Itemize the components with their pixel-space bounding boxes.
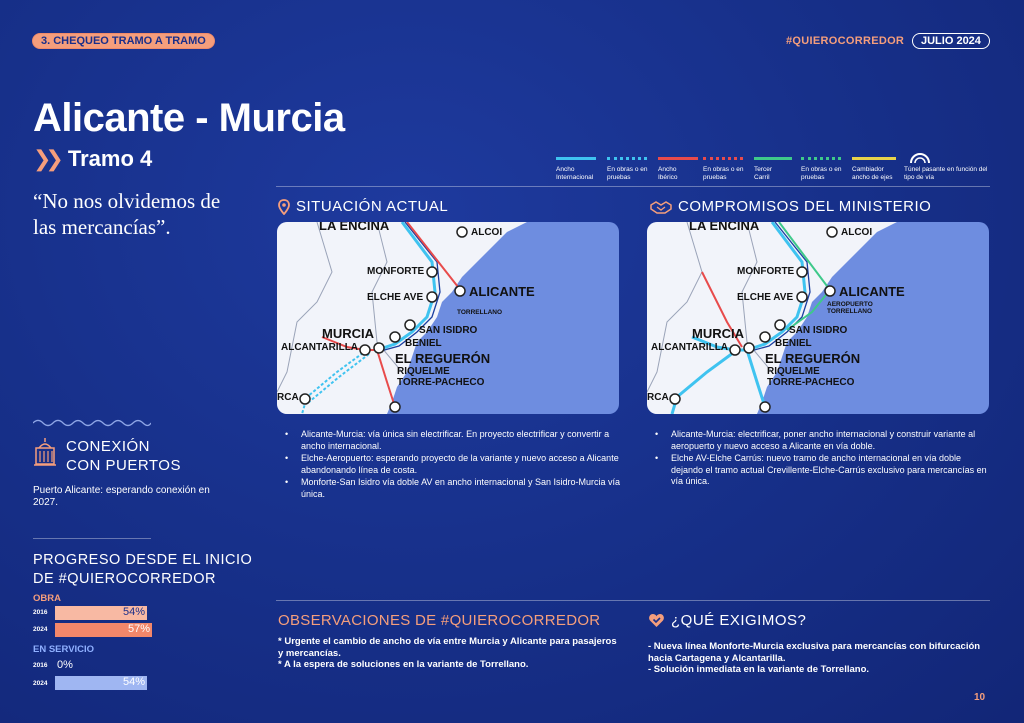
- map-label-aeropuerto-torrellano: AEROPUERTO TORRELLANO: [827, 301, 873, 315]
- map-label-riquelme: RIQUELME: [397, 366, 450, 377]
- hashtag-label: #QUIEROCORREDOR: [786, 35, 905, 47]
- map-label-torre-pacheco: TORRE-PACHECO: [397, 377, 485, 388]
- map-label-la-encina: LA ENCINA: [689, 222, 760, 233]
- map-compromisos: [647, 222, 989, 414]
- legend-divider: [276, 186, 990, 187]
- bar-year: 2024: [33, 626, 48, 633]
- map-label-torrellano: TORRELLANO: [457, 309, 503, 316]
- puertos-heading: [66, 437, 181, 475]
- map-label-riquelme: RIQUELME: [767, 366, 820, 377]
- map-label-elche-ave: ELCHE AVE: [737, 292, 794, 303]
- map-label-murcia: MURCIA: [322, 326, 374, 341]
- observaciones-line: * A la espera de soluciones en la variante de Torrellano.: [278, 659, 529, 670]
- situacion-bullets: [277, 429, 622, 501]
- port-building-icon: [33, 436, 57, 468]
- puertos-text: Puerto Alicante: esperando conexión en 2027.: [33, 485, 210, 508]
- legend-line-cambiador: [852, 157, 896, 160]
- legend-line-ancho-iberico: [658, 157, 698, 160]
- servicio-label: EN SERVICIO: [33, 644, 95, 655]
- map-label-lorca: RCA: [647, 392, 669, 403]
- bullet-item: • Alicante-Murcia: vía única sin electrificar. En proyecto electrificar y convertir a ancho internacional.: [277, 429, 622, 452]
- bar-year: 2016: [33, 609, 48, 616]
- bullet-item: • Alicante-Murcia: electrificar, poner ancho internacional y construir variante al aeropuerto y nuevo acceso a Alicante en vía doble.: [647, 429, 992, 452]
- map-label-lorca: RCA: [277, 392, 299, 403]
- date-pill: JULIO 2024: [912, 33, 990, 49]
- puertos-divider: [33, 538, 151, 539]
- situacion-heading: [278, 198, 448, 215]
- bullet-item: • Elche AV-Elche Carrús: nuevo tramo de ancho internacional en vía doble dejando el tramo actual Crevillente-Elche-Carrús exclusivo para mercancías en vía única.: [647, 453, 992, 488]
- bullet-item: • Elche-Aeropuerto: esperando proyecto de la variante y nuevo acceso a Alicante abandonando línea de costa.: [277, 453, 622, 476]
- legend-label: Ancho Ibérico: [658, 166, 678, 181]
- compromisos-bullets: [647, 429, 992, 489]
- progress-value: 54%: [122, 676, 145, 688]
- observaciones-heading: OBSERVACIONES DE #QUIEROCORREDOR: [278, 612, 601, 629]
- obra-label: OBRA: [33, 593, 61, 604]
- progreso-heading-line2: DE #QUIEROCORREDOR: [33, 571, 217, 587]
- subtitle-row: [33, 146, 152, 172]
- section-pill: 3. CHEQUEO TRAMO A TRAMO: [32, 33, 215, 49]
- exigimos-line: - Nueva línea Monforte-Murcia exclusiva para mercancías con bifurcación hacia Cartagena y Alcantarilla.: [648, 641, 981, 664]
- page-number: 10: [974, 692, 986, 703]
- map-label-murcia: MURCIA: [692, 326, 744, 341]
- map-label-alcantarilla: ALCANTARILLA: [651, 342, 729, 353]
- heart-badge-icon: [648, 612, 665, 629]
- map-label-monforte: MONFORTE: [737, 266, 795, 277]
- puertos-heading-line2: CON PUERTOS: [66, 457, 181, 474]
- map-label-san-isidro: SAN ISIDRO: [789, 325, 848, 336]
- progress-value: 57%: [127, 623, 150, 635]
- location-pin-icon: [278, 199, 290, 215]
- handshake-icon: [650, 200, 672, 214]
- puertos-heading-line1: CONEXIÓN: [66, 438, 151, 455]
- subtitle: Tramo 4: [67, 146, 153, 171]
- map-label-la-encina: LA ENCINA: [319, 222, 390, 233]
- legend-label: En obras o en pruebas: [607, 166, 648, 181]
- map-label-alcantarilla: ALCANTARILLA: [281, 342, 359, 353]
- legend-label: En obras o en pruebas: [703, 166, 744, 181]
- bar-year: 2016: [33, 662, 48, 669]
- progreso-heading-line1: PROGRESO DESDE EL INICIO: [33, 552, 253, 568]
- observaciones-text: [278, 636, 618, 671]
- bullet-item: • Monforte-San Isidro vía doble AV en ancho internacional y San Isidro-Murcia vía única.: [277, 477, 622, 500]
- observaciones-line: * Urgente el cambio de ancho de vía entre Murcia y Alicante para pasajeros y mercancías.: [278, 636, 617, 659]
- legend-line-tercer-carril: [754, 157, 792, 160]
- tunnel-arc-icon: [908, 150, 932, 164]
- map-situacion: [277, 222, 619, 414]
- map-label-alicante: ALICANTE: [839, 284, 905, 299]
- legend-line-ancho-internacional: [556, 157, 596, 160]
- exigimos-line: - Solución inmediata en la variante de Torrellano.: [648, 664, 870, 675]
- progress-value: 54%: [122, 606, 145, 618]
- quote: “No nos olvidemos de las mercancías”.: [33, 189, 221, 239]
- map-label-monforte: MONFORTE: [367, 266, 425, 277]
- legend-label: Tercer Carril: [754, 166, 773, 181]
- legend-line-obras-internacional: [607, 157, 647, 160]
- map-label-san-isidro: SAN ISIDRO: [419, 325, 478, 336]
- legend-line-obras-tercer: [801, 157, 841, 160]
- observaciones-divider: [276, 600, 990, 601]
- legend-label: Cambiador ancho de ejes: [852, 166, 893, 181]
- double-chevron-icon: ❯❯: [33, 146, 58, 171]
- map-label-elche-ave: ELCHE AVE: [367, 292, 424, 303]
- exigimos-text: [648, 641, 988, 676]
- legend-label: Ancho Internacional: [556, 166, 594, 181]
- bar-year: 2024: [33, 680, 48, 687]
- map-label-alcoi: ALCOI: [471, 227, 503, 238]
- legend-line-obras-iberico: [703, 157, 743, 160]
- map-label-beniel: BENIEL: [405, 338, 442, 349]
- exigimos-heading: [648, 612, 806, 629]
- wave-divider: [33, 418, 151, 428]
- page-title: Alicante - Murcia: [33, 96, 345, 140]
- compromisos-heading: [650, 198, 931, 215]
- legend-label: Túnel pasante en función del tipo de vía: [904, 166, 988, 181]
- exigimos-heading-text: ¿QUÉ EXIGIMOS?: [671, 612, 807, 629]
- map-label-alicante: ALICANTE: [469, 284, 535, 299]
- compromisos-heading-text: COMPROMISOS DEL MINISTERIO: [678, 198, 932, 215]
- legend-label: En obras o en pruebas: [801, 166, 842, 181]
- progress-value: 0%: [57, 659, 73, 671]
- situacion-heading-text: SITUACIÓN ACTUAL: [296, 198, 449, 215]
- map-label-beniel: BENIEL: [775, 338, 812, 349]
- map-label-el-regueron: EL REGUERÓN: [765, 351, 861, 366]
- map-label-torre-pacheco: TORRE-PACHECO: [767, 377, 855, 388]
- map-label-el-regueron: EL REGUERÓN: [395, 351, 491, 366]
- progreso-heading: [33, 551, 252, 589]
- map-label-alcoi: ALCOI: [841, 227, 873, 238]
